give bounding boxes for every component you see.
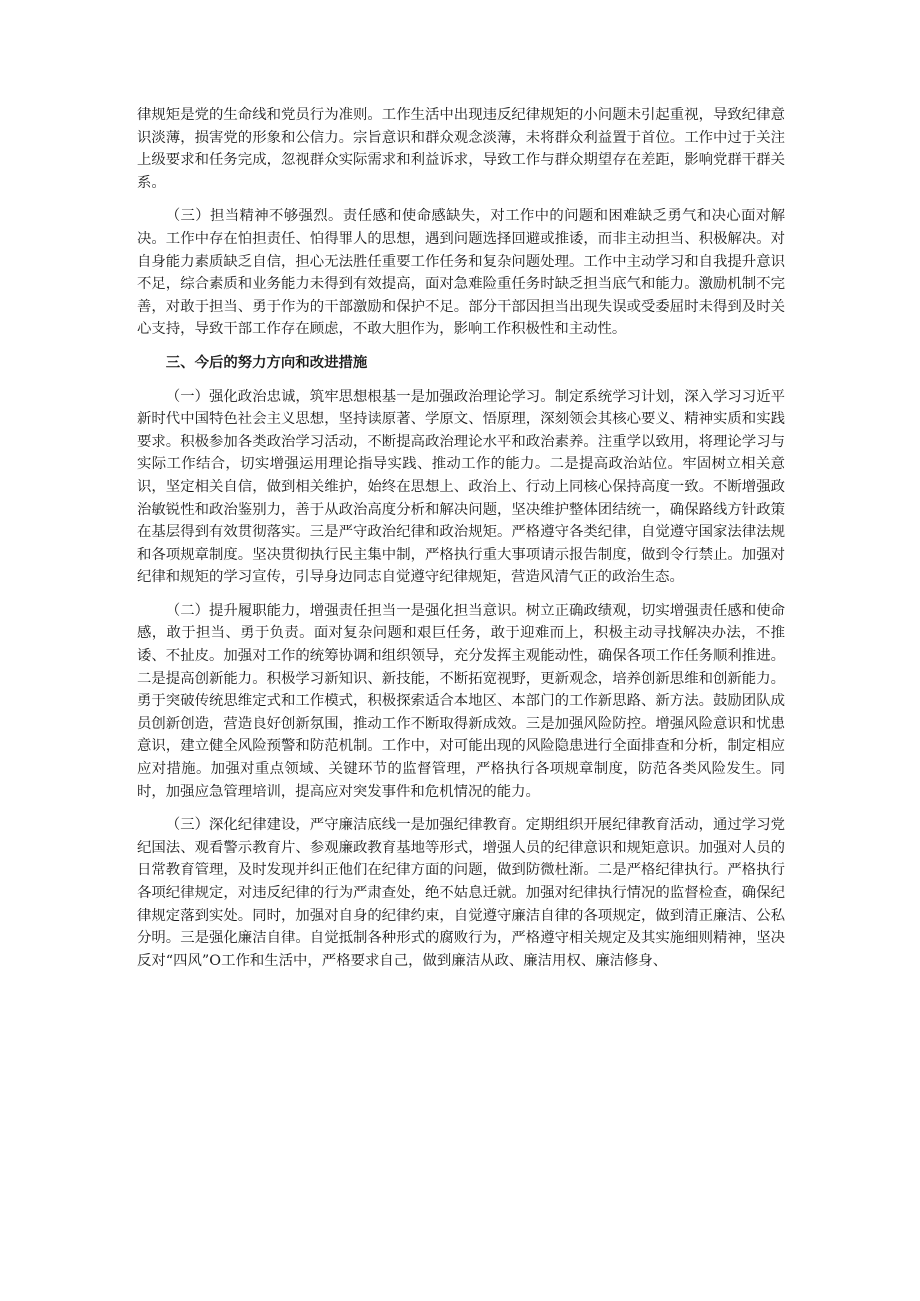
paragraph-measure-3: （三）深化纪律建设，严守廉洁底线一是加强纪律教育。定期组织开展纪律教育活动，通过学习党纪国法、观看警示教育片、参观廉政教育基地等形式，增强人员的纪律意识和规矩意识。加强对人员的日常教育管理，及时发现并纠正他们在纪律方面的问题，做到防微杜渐。二是严格纪律执行。严格执行各项纪律规定，对违反纪律的行为严肃查处，绝不姑息迁就。加强对纪律执行情况的监督检查，确保纪律规定落到实处。同时，加强对自身的纪律约束，自觉遵守廉洁自律的各项规定，做到清正廉洁、公私分明。三是强化廉洁自律。自觉抵制各种形式的腐败行为，严格遵守相关规定及其实施细则精神，坚决反对“四风”O工作和生活中，严格要求自己，做到廉洁从政、廉洁用权、廉洁修身、 — [137, 817, 785, 969]
paragraph-measure-1: （一）强化政治忠诚，筑牢思想根基一是加强政治理论学习。制定系统学习计划，深入学习习近平新时代中国特色社会主义思想，坚持读原著、学原文、悟原理，深刻领会其核心要义、精神实质和实践要求。积极参加各类政治学习活动，不断提高政治理论水平和政治素养。注重学以致用，将理论学习与实际工作结合，切实增强运用理论指导实践、推动工作的能力。二是提高政治站位。牢固树立相关意识，坚定相关自信，做到相关维护，始终在思想上、政治上、行动上同核心保持高度一致。不断增强政治敏锐性和政治鉴别力，善于从政治高度分析和解决问题，坚决维护整体团结统一，确保路线方针政策在基层得到有效贯彻落实。三是严守政治纪律和政治规矩。严格遵守各类纪律，自觉遵守国家法律法规和各项规章制度。坚决贯彻执行民主集中制，严格执行重大事项请示报告制度，做到令行禁止。加强对纪律和规矩的学习宣传，引导身边同志自觉遵守纪律规矩，营造风清气正的政治生态。 — [137, 388, 785, 586]
document-page — [137, 104, 785, 983]
paragraph-continuation: 律规矩是党的生命线和党员行为准则。工作生活中出现违反纪律规矩的小问题未引起重视，导致纪律意识淡薄，损害党的形象和公信力。宗旨意识和群众观念淡薄，未将群众利益置于首位。工作中过于关注上级要求和任务完成，忽视群众实际需求和利益诉求，导致工作与群众期望存在差距，影响党群干群关系。 — [137, 107, 785, 191]
paragraph-section-3: （三）担当精神不够强烈。责任感和使命感缺失，对工作中的问题和困难缺乏勇气和决心面对解决。工作中存在怕担责任、怕得罪人的思想，遇到问题选择回避或推诿，而非主动担当、积极解决。对自身能力素质缺乏自信，担心无法胜任重要工作任务和复杂问题处理。工作中主动学习和自我提升意识不足，综合素质和业务能力未得到有效提高，面对急难险重任务时缺乏担当底气和能力。激励机制不完善，对敢于担当、勇于作为的干部激励和保护不足。部分干部因担当出现失误或受委屈时未得到及时关心支持，导致干部工作存在顾虑，不敢大胆作为，影响工作积极性和主动性。 — [137, 208, 785, 338]
section-heading-improvements: 三、今后的努力方向和改进措施 — [165, 354, 368, 371]
paragraph-measure-2: （二）提升履职能力，增强责任担当一是强化担当意识。树立正确政绩观，切实增强责任感和使命感，敢于担当、勇于负责。面对复杂问题和艰巨任务，敢于迎难而上，积极主动寻找解决办法，不推诿、不扯皮。加强对工作的统筹协调和组织领导，充分发挥主观能动性，确保各项工作任务顺利推进。二是提高创新能力。积极学习新知识、新技能，不断拓宽视野，更新观念，培养创新思维和创新能力。勇于突破传统思维定式和工作模式，积极探索适合本地区、本部门的工作新思路、新方法。鼓励团队成员创新创造，营造良好创新氛围，推动工作不断取得新成效。三是加强风险防控。增强风险意识和忧患意识，建立健全风险预警和防范机制。工作中，对可能出现的风险隐患进行全面排查和分析，制定相应应对措施。加强对重点领域、关键环节的监督管理，严格执行各项规章制度，防范各类风险发生。同时，加强应急管理培训，提高应对突发事件和危机情况的能力。 — [137, 602, 785, 800]
